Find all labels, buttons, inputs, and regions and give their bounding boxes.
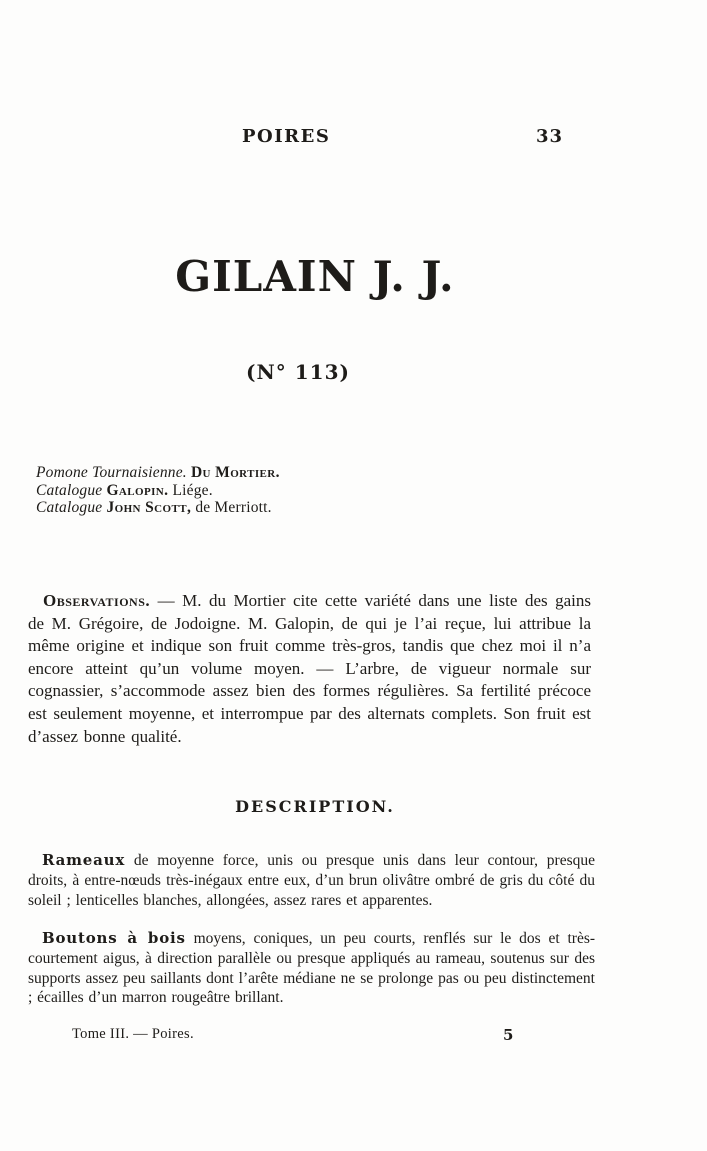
- reference-item: [36, 464, 280, 482]
- page-number: 33: [536, 126, 564, 147]
- rameaux-paragraph: [28, 851, 595, 910]
- rameaux-text: de moyenne force, unis ou presque unis dans leur contour, presque droits, à entre-nœuds très-inégaux entre eux, d’un brun olivâtre ombré de gris du côté du soleil ; lenticelles blanches, allongées, assez rares et apparentes.: [28, 852, 595, 909]
- observations-text: — M. du Mortier cite cette variété dans une liste des gains de M. Grégoire, de Jodoigne. M. Galopin, de qui je l’ai reçue, lui attribue la même origine et indique son fruit comme très-gros, tandis que chez moi il n’a encore atteint qu’un volume moyen. — L’arbre, de vigueur normale sur cognassier, s’accommode assez bien des formes régulières. Sa fertilité précoce est seulement moyenne, et interrompue par des alternats complets. Son fruit est d’assez bonne qualité.: [28, 591, 591, 746]
- reference-list: [36, 464, 280, 517]
- running-header: [0, 126, 707, 152]
- reference-source-title: Pomone Tournaisienne.: [36, 464, 187, 481]
- observations-lead: Observations.: [43, 591, 151, 610]
- boutons-text: moyens, coniques, un peu courts, renflés sur le dos et très-courtement aigus, à direction parallèle ou presque appliqués au rameau, soutenus sur des supports assez peu saillants dont l’arête médiane ne se prolonge pas ou peu distinctement ; écailles d’un marron rougeâtre brillant.: [28, 930, 596, 1007]
- footer-signature-mark: 5: [503, 1026, 514, 1044]
- reference-item: [36, 482, 280, 500]
- reference-author: John Scott,: [106, 499, 192, 517]
- reference-item: [36, 499, 280, 517]
- boutons-paragraph: [28, 929, 595, 1008]
- reference-author: Galopin.: [106, 481, 169, 499]
- running-header-title: POIRES: [242, 126, 331, 147]
- observations-paragraph: [28, 590, 591, 748]
- rameaux-lead: Rameaux: [42, 851, 126, 869]
- boutons-lead: Boutons à bois: [42, 929, 186, 947]
- reference-note: de Merriott.: [195, 499, 272, 517]
- reference-source-title: Catalogue: [36, 499, 103, 517]
- description-heading: DESCRIPTION.: [235, 797, 395, 816]
- page-footer: [0, 1026, 707, 1050]
- reference-author: Du Mortier.: [190, 464, 280, 481]
- variety-title: GILAIN J. J.: [175, 252, 455, 301]
- footer-volume-label: Tome III. — Poires.: [72, 1026, 194, 1042]
- reference-note: Liége.: [172, 481, 213, 499]
- reference-source-title: Catalogue: [36, 481, 103, 499]
- variety-number: (N° 113): [246, 360, 350, 384]
